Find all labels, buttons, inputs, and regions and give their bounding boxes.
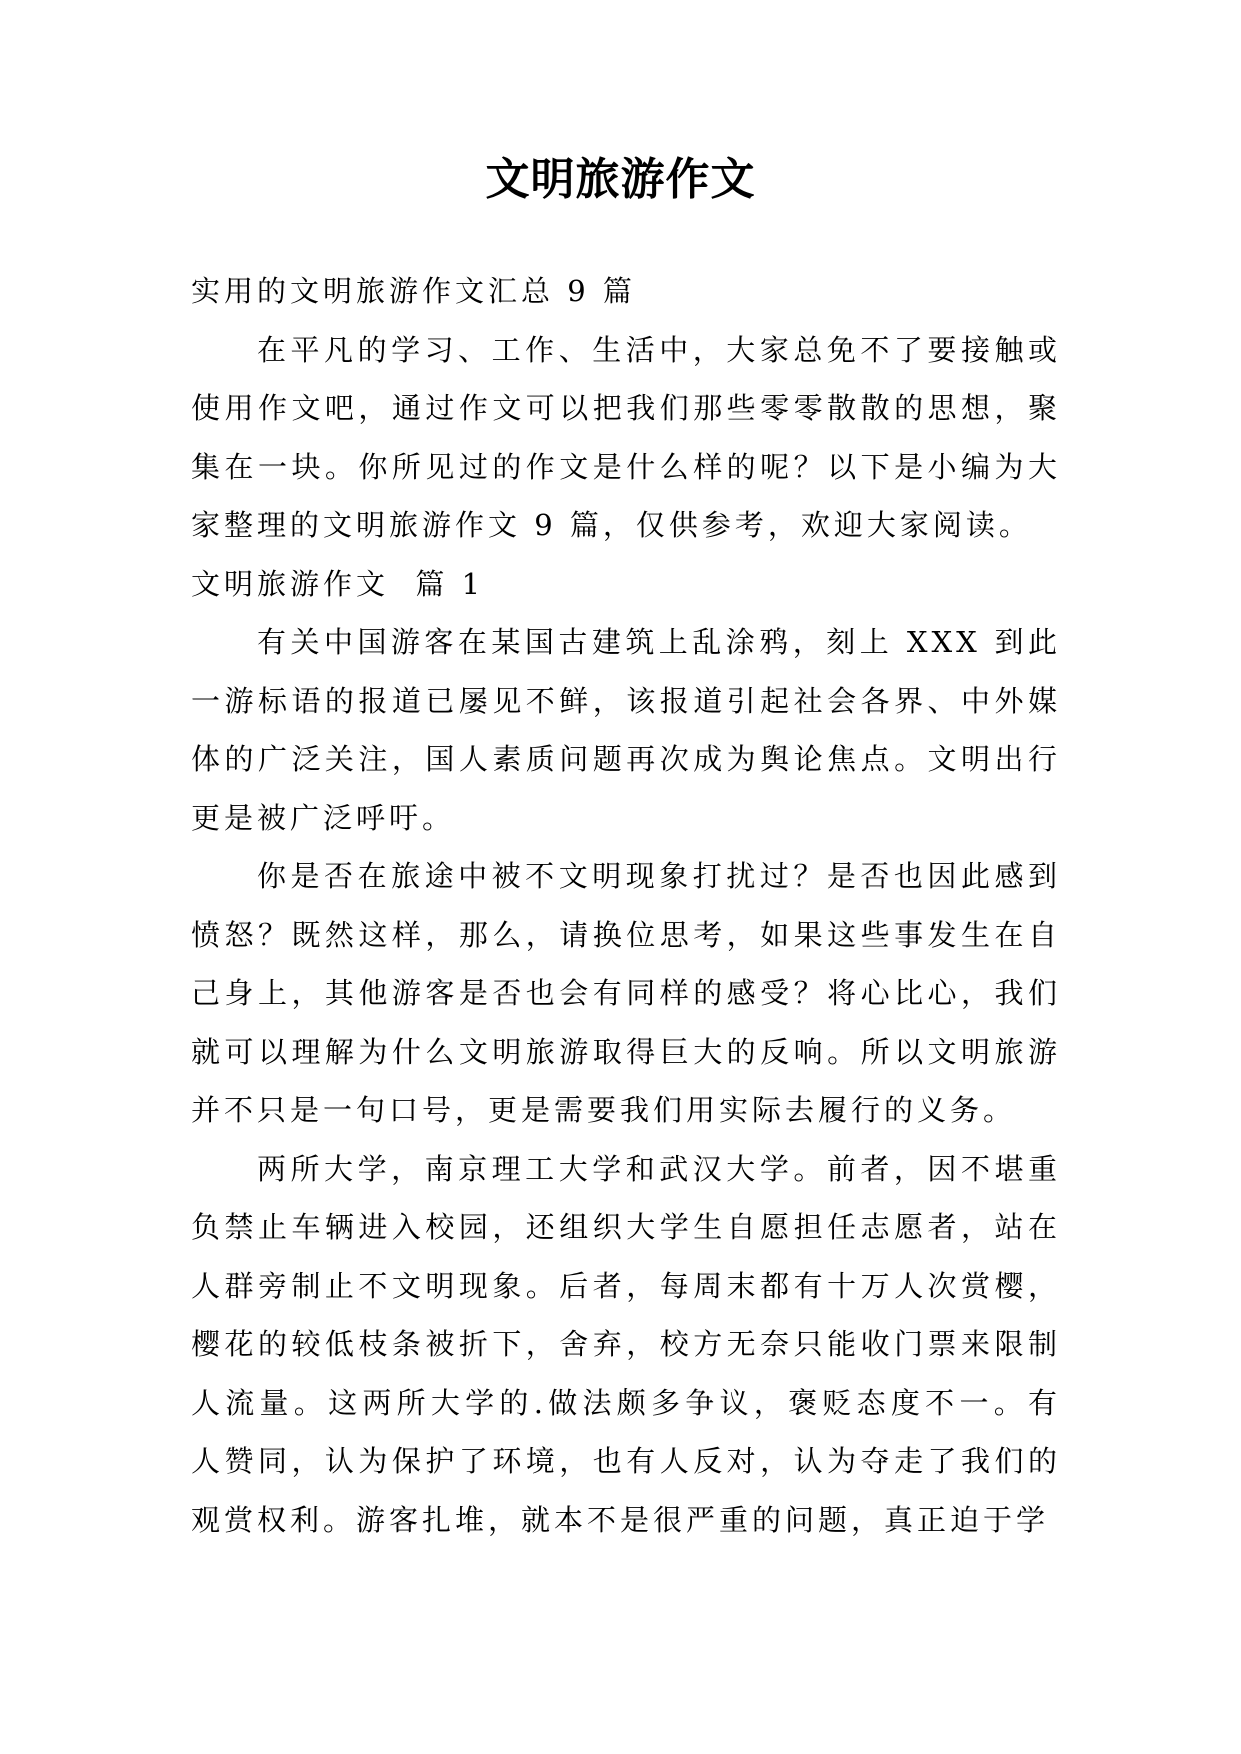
document-title: 文明旅游作文: [485, 154, 756, 205]
body-paragraph: 你是否在旅途中被不文明现象打扰过？是否也因此感到愤怒？既然这样，那么，请换位思考，如果这些事发生在自己身上，其他游客是否也会有同样的感受？将心比心，我们就可以理解为什么文明旅游取得巨大的反响。所以文明旅游并不只是一句口号，更是需要我们用实际去履行的义务。: [191, 859, 1061, 1127]
body-paragraph: 有关中国游客在某国古建筑上乱涂鸦，刻上 XXX 到此一游标语的报道已屡见不鲜，该报道引起社会各界、中外媒体的广泛关注，国人素质问题再次成为舆论焦点。文明出行更是被广泛呼吁。: [191, 625, 1061, 835]
intro-paragraph: 在平凡的学习、工作、生活中，大家总免不了要接触或使用作文吧，通过作文可以把我们那些零零散散的思想，聚集在一块。你所见过的作文是什么样的呢？以下是小编为大家整理的文明旅游作文 9 篇，仅供参考，欢迎大家阅读。: [191, 332, 1061, 542]
document-subtitle: 实用的文明旅游作文汇总 9 篇: [191, 274, 636, 308]
section-heading: 文明旅游作文 篇 1: [191, 566, 485, 601]
document-body: [191, 262, 1061, 1549]
body-paragraph: 两所大学，南京理工大学和武汉大学。前者，因不堪重负禁止车辆进入校园，还组织大学生自愿担任志愿者，站在人群旁制止不文明现象。后者，每周末都有十万人次赏樱，樱花的较低枝条被折下，舍弃，校方无奈只能收门票来限制人流量。这两所大学的.做法颇多争议，褒贬态度不一。有人赞同，认为保护了环境，也有人反对，认为夺走了我们的观赏权利。游客扎堆，就本不是很严重的问题，真正迫于学: [191, 1151, 1061, 1537]
